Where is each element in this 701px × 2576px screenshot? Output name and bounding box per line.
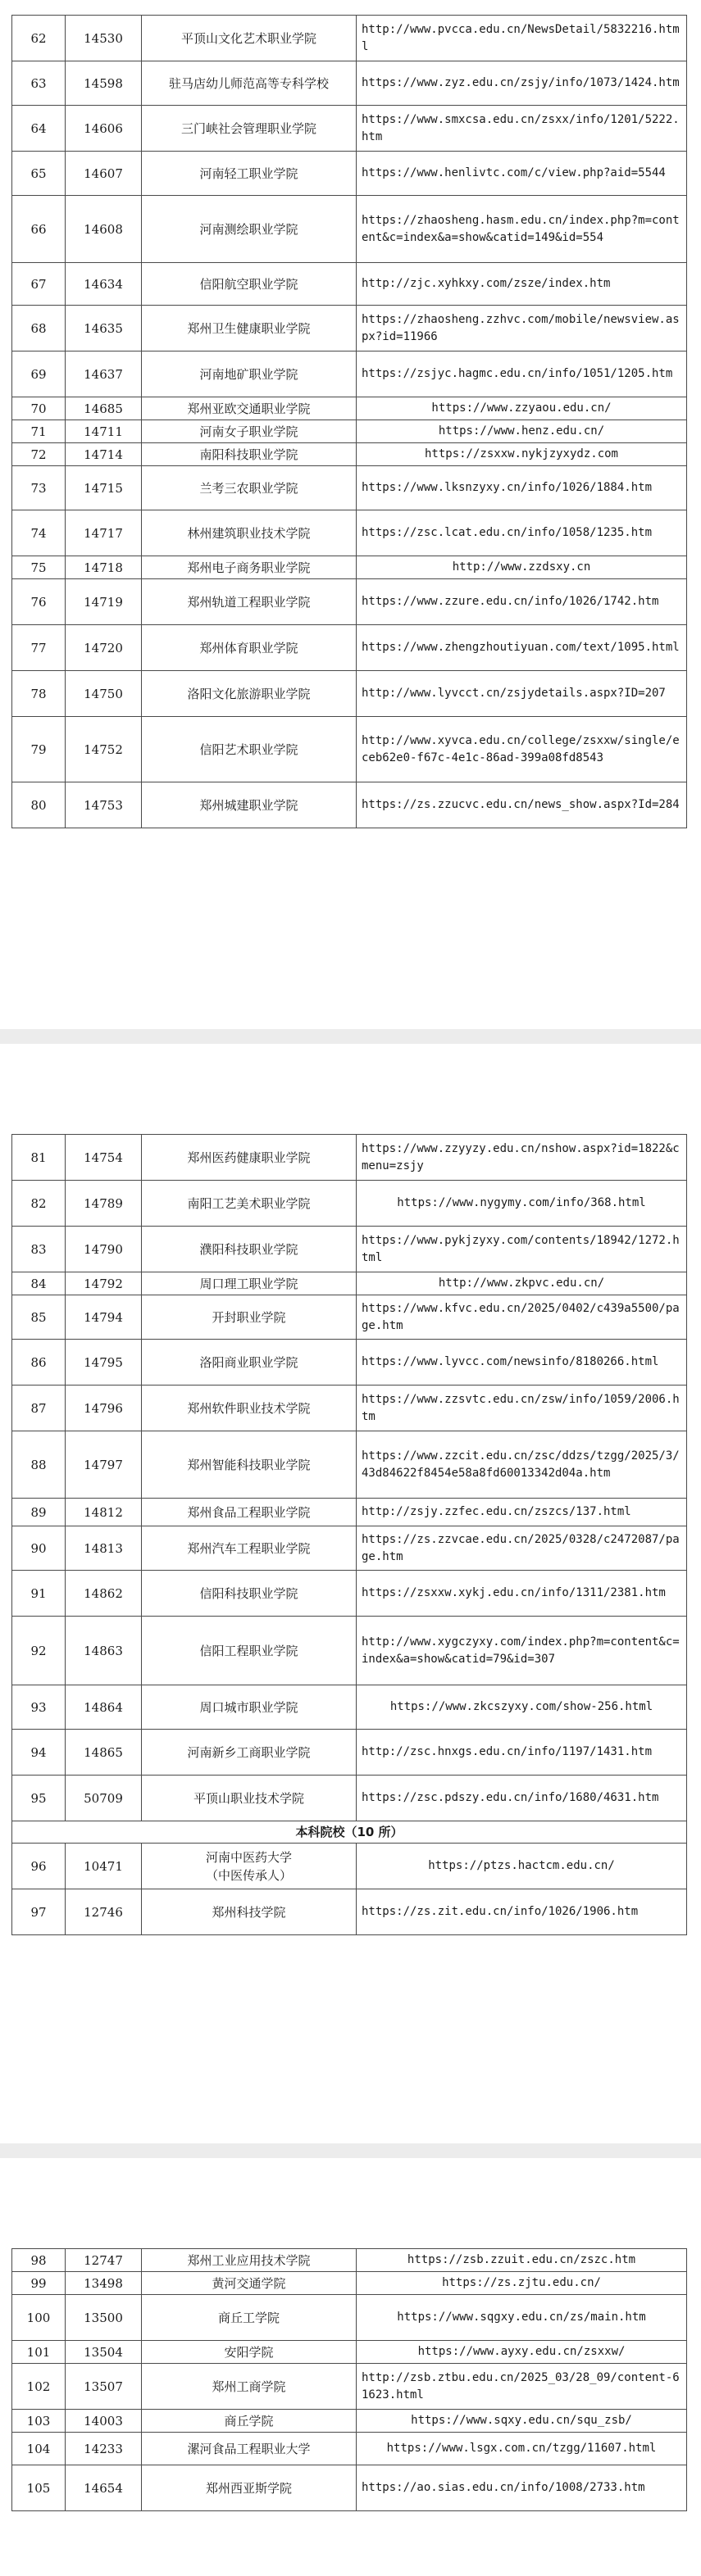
school-name-line-1: 河南中医药大学 bbox=[205, 1849, 292, 1865]
school-name-line-2: （中医传承人） bbox=[205, 1867, 292, 1883]
school-name: 郑州电子商务职业学院 bbox=[142, 556, 357, 579]
school-name: 郑州卫生健康职业学院 bbox=[142, 306, 357, 351]
table-row bbox=[12, 1431, 687, 1499]
school-url: https://zsc.lcat.edu.cn/info/1058/1235.htm bbox=[357, 510, 687, 556]
school-url: https://www.ayxy.edu.cn/zsxxw/ bbox=[357, 2341, 687, 2364]
school-name: 信阳航空职业学院 bbox=[142, 263, 357, 306]
school-url: https://zs.zzvcae.edu.cn/2025/0328/c2472087/page.htm bbox=[357, 1526, 687, 1571]
school-name: 郑州亚欧交通职业学院 bbox=[142, 397, 357, 420]
page-2 bbox=[0, 1044, 701, 2134]
table-row bbox=[12, 196, 687, 263]
row-number: 77 bbox=[12, 625, 66, 671]
school-code: 13504 bbox=[66, 2341, 142, 2364]
table-row bbox=[12, 1844, 687, 1889]
table-row bbox=[12, 306, 687, 351]
school-name: 郑州工业应用技术学院 bbox=[142, 2249, 357, 2272]
table-row bbox=[12, 1499, 687, 1526]
school-url: https://www.zzsvtc.edu.cn/zsw/info/1059/2006.htm bbox=[357, 1386, 687, 1431]
school-code: 14598 bbox=[66, 61, 142, 106]
row-number: 95 bbox=[12, 1776, 66, 1821]
row-number: 70 bbox=[12, 397, 66, 420]
school-name: 商丘学院 bbox=[142, 2410, 357, 2433]
table-row bbox=[12, 1685, 687, 1730]
row-number: 71 bbox=[12, 420, 66, 443]
table-row bbox=[12, 1295, 687, 1340]
row-number: 89 bbox=[12, 1499, 66, 1526]
school-url: https://www.sqxy.edu.cn/squ_zsb/ bbox=[357, 2410, 687, 2433]
table-row bbox=[12, 2433, 687, 2465]
school-name: 郑州医药健康职业学院 bbox=[142, 1135, 357, 1181]
section-header-row bbox=[12, 1821, 687, 1844]
row-number: 82 bbox=[12, 1181, 66, 1227]
page-1 bbox=[0, 0, 701, 1019]
page-gap bbox=[0, 1019, 701, 1044]
table-row bbox=[12, 2249, 687, 2272]
school-name: 郑州工商学院 bbox=[142, 2364, 357, 2410]
school-code: 14792 bbox=[66, 1272, 142, 1295]
table-row bbox=[12, 2295, 687, 2341]
row-number: 91 bbox=[12, 1571, 66, 1617]
table-row bbox=[12, 510, 687, 556]
row-number: 80 bbox=[12, 782, 66, 828]
school-code: 14714 bbox=[66, 443, 142, 466]
table-row bbox=[12, 61, 687, 106]
school-name: 洛阳商业职业学院 bbox=[142, 1340, 357, 1386]
table-row bbox=[12, 782, 687, 828]
school-url: https://www.lyvcc.com/newsinfo/8180266.html bbox=[357, 1340, 687, 1386]
school-name: 信阳艺术职业学院 bbox=[142, 717, 357, 782]
table-row bbox=[12, 556, 687, 579]
school-name: 河南女子职业学院 bbox=[142, 420, 357, 443]
school-name: 河南测绘职业学院 bbox=[142, 196, 357, 263]
school-code: 12747 bbox=[66, 2249, 142, 2272]
school-name: 河南新乡工商职业学院 bbox=[142, 1730, 357, 1776]
school-url: https://www.henz.edu.cn/ bbox=[357, 420, 687, 443]
school-url: https://www.zzyaou.edu.cn/ bbox=[357, 397, 687, 420]
school-url: https://www.pykjzyxy.com/contents/18942/1272.html bbox=[357, 1227, 687, 1272]
school-code: 14863 bbox=[66, 1617, 142, 1685]
table-row bbox=[12, 1776, 687, 1821]
row-number: 64 bbox=[12, 106, 66, 152]
school-url: http://www.pvcca.edu.cn/NewsDetail/5832216.html bbox=[357, 16, 687, 61]
row-number: 72 bbox=[12, 443, 66, 466]
school-code: 14711 bbox=[66, 420, 142, 443]
school-url: https://zsb.zzuit.edu.cn/zszc.htm bbox=[357, 2249, 687, 2272]
school-code: 14813 bbox=[66, 1526, 142, 1571]
row-number: 69 bbox=[12, 351, 66, 397]
school-url: http://www.zkpvc.edu.cn/ bbox=[357, 1272, 687, 1295]
school-url: https://zhaosheng.hasm.edu.cn/index.php?m=content&c=index&a=show&catid=149&id=554 bbox=[357, 196, 687, 263]
school-url: https://zsxxw.nykjzyxydz.com bbox=[357, 443, 687, 466]
school-url: https://zsjyc.hagmc.edu.cn/info/1051/1205.htm bbox=[357, 351, 687, 397]
school-url: https://zsxxw.xykj.edu.cn/info/1311/2381.htm bbox=[357, 1571, 687, 1617]
row-number: 85 bbox=[12, 1295, 66, 1340]
table-row bbox=[12, 1386, 687, 1431]
school-url: http://www.xyvca.edu.cn/college/zsxxw/single/eceb62e0-f67c-4e1c-86ad-399a08fd8543 bbox=[357, 717, 687, 782]
school-name: 郑州城建职业学院 bbox=[142, 782, 357, 828]
school-name: 驻马店幼儿师范高等专科学校 bbox=[142, 61, 357, 106]
school-code: 14753 bbox=[66, 782, 142, 828]
school-code: 14789 bbox=[66, 1181, 142, 1227]
school-url: http://zsjy.zzfec.edu.cn/zszcs/137.html bbox=[357, 1499, 687, 1526]
school-code: 14720 bbox=[66, 625, 142, 671]
row-number: 97 bbox=[12, 1889, 66, 1935]
school-name: 信阳科技职业学院 bbox=[142, 1571, 357, 1617]
schools-table-page-3 bbox=[11, 2248, 687, 2511]
table-row bbox=[12, 16, 687, 61]
school-code: 14634 bbox=[66, 263, 142, 306]
school-name: 郑州软件职业技术学院 bbox=[142, 1386, 357, 1431]
school-url: https://www.zzure.edu.cn/info/1026/1742.htm bbox=[357, 579, 687, 625]
school-code: 14750 bbox=[66, 671, 142, 717]
row-number: 79 bbox=[12, 717, 66, 782]
school-code: 14796 bbox=[66, 1386, 142, 1431]
school-code: 14790 bbox=[66, 1227, 142, 1272]
school-name: 濮阳科技职业学院 bbox=[142, 1227, 357, 1272]
school-url: https://ao.sias.edu.cn/info/1008/2733.htm bbox=[357, 2465, 687, 2511]
table-row bbox=[12, 625, 687, 671]
row-number: 99 bbox=[12, 2272, 66, 2295]
table-row bbox=[12, 1889, 687, 1935]
school-name: 郑州智能科技职业学院 bbox=[142, 1431, 357, 1499]
school-name: 郑州西亚斯学院 bbox=[142, 2465, 357, 2511]
row-number: 90 bbox=[12, 1526, 66, 1571]
table-row bbox=[12, 1181, 687, 1227]
school-code: 14864 bbox=[66, 1685, 142, 1730]
school-name: 林州建筑职业技术学院 bbox=[142, 510, 357, 556]
table-row bbox=[12, 1571, 687, 1617]
school-name bbox=[142, 1844, 357, 1889]
school-url: https://www.zzyyzy.edu.cn/nshow.aspx?id=1822&cmenu=zsjy bbox=[357, 1135, 687, 1181]
row-number: 63 bbox=[12, 61, 66, 106]
school-code: 14635 bbox=[66, 306, 142, 351]
row-number: 75 bbox=[12, 556, 66, 579]
school-url: https://www.lsgx.com.cn/tzgg/11607.html bbox=[357, 2433, 687, 2465]
school-code: 14812 bbox=[66, 1499, 142, 1526]
school-name: 平顶山职业技术学院 bbox=[142, 1776, 357, 1821]
row-number: 101 bbox=[12, 2341, 66, 2364]
table-row bbox=[12, 351, 687, 397]
table-row bbox=[12, 152, 687, 196]
school-code: 14862 bbox=[66, 1571, 142, 1617]
section-title: 本科院校（10 所） bbox=[12, 1821, 687, 1844]
table-row bbox=[12, 717, 687, 782]
school-url: http://zjc.xyhkxy.com/zsze/index.htm bbox=[357, 263, 687, 306]
table-row bbox=[12, 1272, 687, 1295]
table-row bbox=[12, 2465, 687, 2511]
school-url: https://www.sqgxy.edu.cn/zs/main.htm bbox=[357, 2295, 687, 2341]
school-name: 郑州科技学院 bbox=[142, 1889, 357, 1935]
school-code: 13498 bbox=[66, 2272, 142, 2295]
table-row bbox=[12, 443, 687, 466]
school-code: 14233 bbox=[66, 2433, 142, 2465]
school-name: 河南轻工职业学院 bbox=[142, 152, 357, 196]
row-number: 86 bbox=[12, 1340, 66, 1386]
row-number: 87 bbox=[12, 1386, 66, 1431]
school-code: 14654 bbox=[66, 2465, 142, 2511]
row-number: 66 bbox=[12, 196, 66, 263]
school-url: https://www.nygymy.com/info/368.html bbox=[357, 1181, 687, 1227]
row-number: 92 bbox=[12, 1617, 66, 1685]
row-number: 65 bbox=[12, 152, 66, 196]
school-url: https://www.kfvc.edu.cn/2025/0402/c439a5500/page.htm bbox=[357, 1295, 687, 1340]
school-code: 14607 bbox=[66, 152, 142, 196]
school-code: 14608 bbox=[66, 196, 142, 263]
school-url: https://www.zhengzhoutiyuan.com/text/1095.html bbox=[357, 625, 687, 671]
table-row bbox=[12, 2272, 687, 2295]
school-code: 14003 bbox=[66, 2410, 142, 2433]
school-code: 14637 bbox=[66, 351, 142, 397]
table-row bbox=[12, 579, 687, 625]
row-number: 62 bbox=[12, 16, 66, 61]
school-name: 周口理工职业学院 bbox=[142, 1272, 357, 1295]
school-url: https://zhaosheng.zzhvc.com/mobile/newsview.aspx?id=11966 bbox=[357, 306, 687, 351]
school-code: 14865 bbox=[66, 1730, 142, 1776]
school-url: http://zsc.hnxgs.edu.cn/info/1197/1431.htm bbox=[357, 1730, 687, 1776]
row-number: 81 bbox=[12, 1135, 66, 1181]
school-url: http://zsb.ztbu.edu.cn/2025_03/28_09/content-61623.html bbox=[357, 2364, 687, 2410]
row-number: 100 bbox=[12, 2295, 66, 2341]
table-row bbox=[12, 2364, 687, 2410]
table-row bbox=[12, 1340, 687, 1386]
row-number: 104 bbox=[12, 2433, 66, 2465]
school-name: 郑州轨道工程职业学院 bbox=[142, 579, 357, 625]
school-name: 信阳工程职业学院 bbox=[142, 1617, 357, 1685]
page-gap bbox=[0, 2134, 701, 2158]
school-url: http://www.xygczyxy.com/index.php?m=content&c=index&a=show&catid=79&id=307 bbox=[357, 1617, 687, 1685]
school-url: https://zs.zit.edu.cn/info/1026/1906.htm bbox=[357, 1889, 687, 1935]
table-row bbox=[12, 671, 687, 717]
school-code: 14685 bbox=[66, 397, 142, 420]
school-url: https://zsc.pdszy.edu.cn/info/1680/4631.htm bbox=[357, 1776, 687, 1821]
school-code: 14797 bbox=[66, 1431, 142, 1499]
school-name: 黄河交通学院 bbox=[142, 2272, 357, 2295]
row-number: 88 bbox=[12, 1431, 66, 1499]
school-code: 13500 bbox=[66, 2295, 142, 2341]
school-url: https://www.henlivtc.com/c/view.php?aid=5544 bbox=[357, 152, 687, 196]
school-code: 14717 bbox=[66, 510, 142, 556]
table-row bbox=[12, 1135, 687, 1181]
school-url: https://www.zyz.edu.cn/zsjy/info/1073/1424.htm bbox=[357, 61, 687, 106]
table-row bbox=[12, 1227, 687, 1272]
school-code: 50709 bbox=[66, 1776, 142, 1821]
school-code: 13507 bbox=[66, 2364, 142, 2410]
school-code: 12746 bbox=[66, 1889, 142, 1935]
row-number: 94 bbox=[12, 1730, 66, 1776]
page-3 bbox=[0, 2158, 701, 2576]
school-code: 14606 bbox=[66, 106, 142, 152]
table-row bbox=[12, 263, 687, 306]
school-url: https://www.zzcit.edu.cn/zsc/ddzs/tzgg/2025/3/43d84622f8454e58a8fd60013342d04a.htm bbox=[357, 1431, 687, 1499]
table-row bbox=[12, 397, 687, 420]
row-number: 84 bbox=[12, 1272, 66, 1295]
school-url: https://www.lksnzyxy.cn/info/1026/1884.htm bbox=[357, 466, 687, 510]
school-code: 10471 bbox=[66, 1844, 142, 1889]
school-url: https://zs.zjtu.edu.cn/ bbox=[357, 2272, 687, 2295]
row-number: 76 bbox=[12, 579, 66, 625]
school-name: 兰考三农职业学院 bbox=[142, 466, 357, 510]
school-code: 14715 bbox=[66, 466, 142, 510]
school-name: 安阳学院 bbox=[142, 2341, 357, 2364]
row-number: 103 bbox=[12, 2410, 66, 2433]
school-name: 郑州食品工程职业学院 bbox=[142, 1499, 357, 1526]
schools-table-page-1 bbox=[11, 15, 687, 828]
school-name: 漯河食品工程职业大学 bbox=[142, 2433, 357, 2465]
row-number: 68 bbox=[12, 306, 66, 351]
school-url: http://www.zzdsxy.cn bbox=[357, 556, 687, 579]
row-number: 96 bbox=[12, 1844, 66, 1889]
school-name: 开封职业学院 bbox=[142, 1295, 357, 1340]
school-url: https://www.zkcszyxy.com/show-256.html bbox=[357, 1685, 687, 1730]
school-url: http://www.lyvcct.cn/zsjydetails.aspx?ID=207 bbox=[357, 671, 687, 717]
table-row bbox=[12, 1526, 687, 1571]
school-code: 14530 bbox=[66, 16, 142, 61]
school-code: 14795 bbox=[66, 1340, 142, 1386]
row-number: 105 bbox=[12, 2465, 66, 2511]
table-row bbox=[12, 1617, 687, 1685]
school-name: 南阳科技职业学院 bbox=[142, 443, 357, 466]
school-url: https://ptzs.hactcm.edu.cn/ bbox=[357, 1844, 687, 1889]
school-url: https://www.smxcsa.edu.cn/zsxx/info/1201/5222.htm bbox=[357, 106, 687, 152]
school-name: 郑州体育职业学院 bbox=[142, 625, 357, 671]
school-code: 14719 bbox=[66, 579, 142, 625]
row-number: 83 bbox=[12, 1227, 66, 1272]
table-row bbox=[12, 2410, 687, 2433]
school-name: 三门峡社会管理职业学院 bbox=[142, 106, 357, 152]
school-name: 洛阳文化旅游职业学院 bbox=[142, 671, 357, 717]
school-name: 郑州汽车工程职业学院 bbox=[142, 1526, 357, 1571]
row-number: 73 bbox=[12, 466, 66, 510]
school-url: https://zs.zzucvc.edu.cn/news_show.aspx?Id=284 bbox=[357, 782, 687, 828]
table-row bbox=[12, 106, 687, 152]
school-name: 平顶山文化艺术职业学院 bbox=[142, 16, 357, 61]
school-code: 14754 bbox=[66, 1135, 142, 1181]
school-name: 周口城市职业学院 bbox=[142, 1685, 357, 1730]
row-number: 93 bbox=[12, 1685, 66, 1730]
row-number: 74 bbox=[12, 510, 66, 556]
school-code: 14794 bbox=[66, 1295, 142, 1340]
table-row bbox=[12, 420, 687, 443]
row-number: 78 bbox=[12, 671, 66, 717]
school-code: 14718 bbox=[66, 556, 142, 579]
row-number: 98 bbox=[12, 2249, 66, 2272]
row-number: 102 bbox=[12, 2364, 66, 2410]
table-row bbox=[12, 1730, 687, 1776]
row-number: 67 bbox=[12, 263, 66, 306]
school-name: 商丘工学院 bbox=[142, 2295, 357, 2341]
school-code: 14752 bbox=[66, 717, 142, 782]
table-row bbox=[12, 466, 687, 510]
schools-table-page-2 bbox=[11, 1134, 687, 1935]
table-row bbox=[12, 2341, 687, 2364]
school-name: 南阳工艺美术职业学院 bbox=[142, 1181, 357, 1227]
school-name: 河南地矿职业学院 bbox=[142, 351, 357, 397]
